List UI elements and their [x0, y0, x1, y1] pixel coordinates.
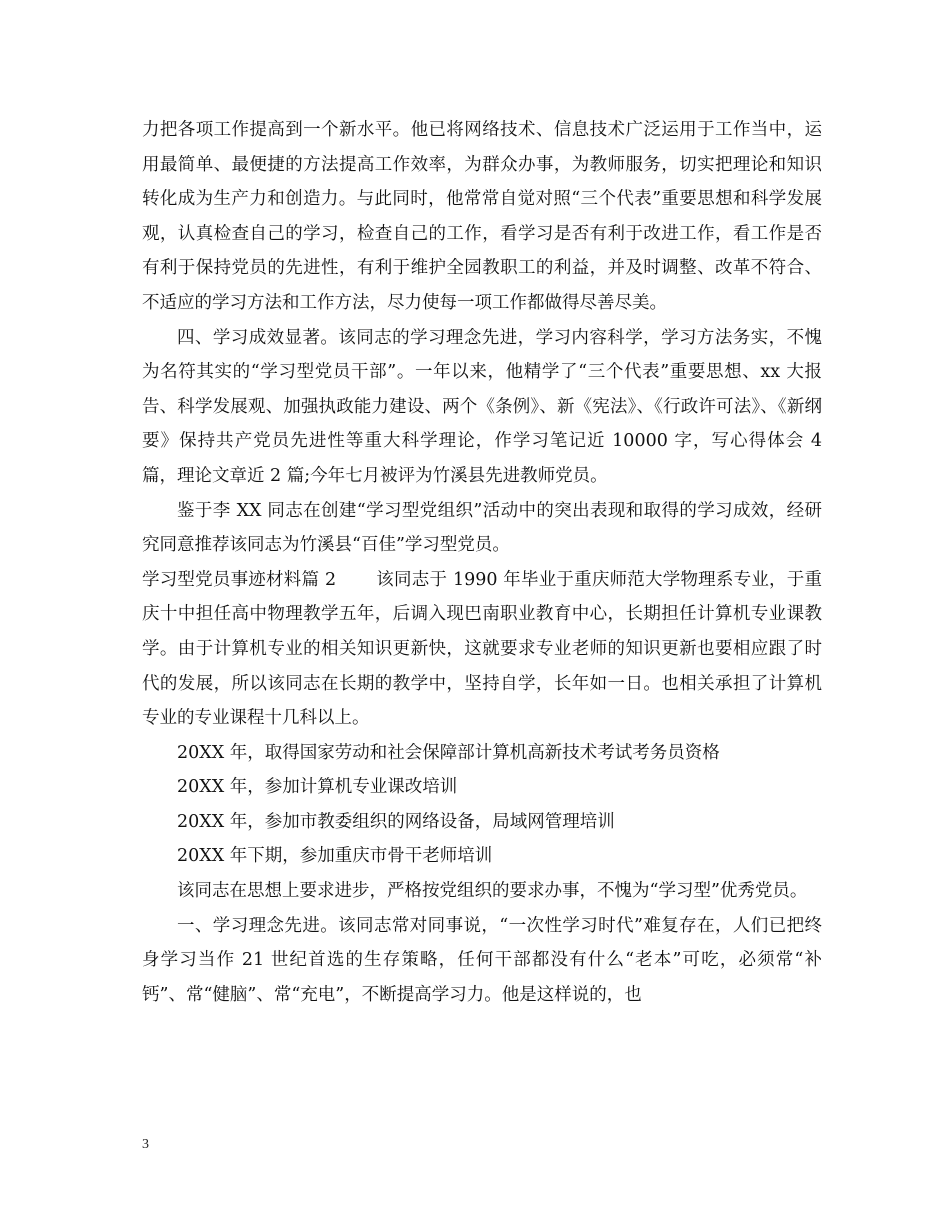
list-item: 20XX 年，参加市教委组织的网络设备，局域网管理培训	[177, 811, 615, 832]
list-item: 20XX 年，参加计算机专业课改培训	[177, 777, 458, 798]
list-item: 20XX 年下期，参加重庆市骨干老师培训	[177, 846, 493, 867]
list-item: 20XX 年，取得国家劳动和社会保障部计算机高新技术考试考务员资格	[177, 742, 720, 763]
section-2-block	[142, 563, 822, 736]
paragraph-continuation: 力把各项工作提高到一个新水平。他已将网络技术、信息技术广泛运用于工作当中，运用最简单、最便捷的方法提高工作效率，为群众办事，为教师服务，切实把理论和知识转化成为生产力和创造力。与此同时，他常常自觉对照“三个代表”重要思想和科学发展观，认真检查自己的学习，检查自己的工作，看学习是否有利于改进工作，看工作是否有利于保持党员的先进性，有利于维护全园教职工的利益，并及时调整、改革不符合、不适应的学习方法和工作方法，尽力使每一项工作都做得尽善尽美。	[142, 120, 822, 313]
section-first-paragraph: 该同志于 1990 年毕业于重庆师范大学物理系专业，于重庆十中担任高中物理教学五年，后调入现巴南职业教育中心，长期担任计算机专业课教学。由于计算机专业的相关知识更新快，这就要求专业老师的知识更新也要相应跟了时代的发展，所以该同志在长期的教学中，坚持自学，长年如一日。也相关承担了计算机专业的专业课程十几科以上。	[142, 569, 822, 729]
page-number: 3	[142, 1137, 149, 1152]
section-heading: 学习型党员事迹材料篇 2	[142, 569, 337, 590]
document-body	[142, 113, 822, 1012]
paragraph-learning-concept: 一、学习理念先进。该同志常对同事说，“一次性学习时代”难复存在，人们已把终身学习当作 21 世纪首选的生存策略，任何干部都没有什么“老本”可吃，必须常“补钙”、常“健脑”、常“充电”，不断提高学习力。他是这样说的，也	[142, 915, 822, 1005]
paragraph-recommendation: 鉴于李 XX 同志在创建“学习型党组织”活动中的突出表现和取得的学习成效，经研究同意推荐该同志为竹溪县“百佳”学习型党员。	[142, 500, 822, 556]
paragraph-ideology: 该同志在思想上要求进步，严格按党组织的要求办事，不愧为“学习型”优秀党员。	[177, 881, 808, 902]
paragraph-learning-results: 四、学习成效显著。该同志的学习理念先进，学习内容科学，学习方法务实，不愧为名符其实的“学习型党员干部”。一年以来，他精学了“三个代表”重要思想、xx 大报告、科学发展观、加强执政能力建设、两个《条例》、新《宪法》、《行政许可法》、《新纲要》保持共产党员先进性等重大科学理论，作学习笔记近 10000 字，写心得体会 4 篇，理论文章近 2 篇;今年七月被评为竹溪县先进教师党员。	[142, 327, 822, 486]
